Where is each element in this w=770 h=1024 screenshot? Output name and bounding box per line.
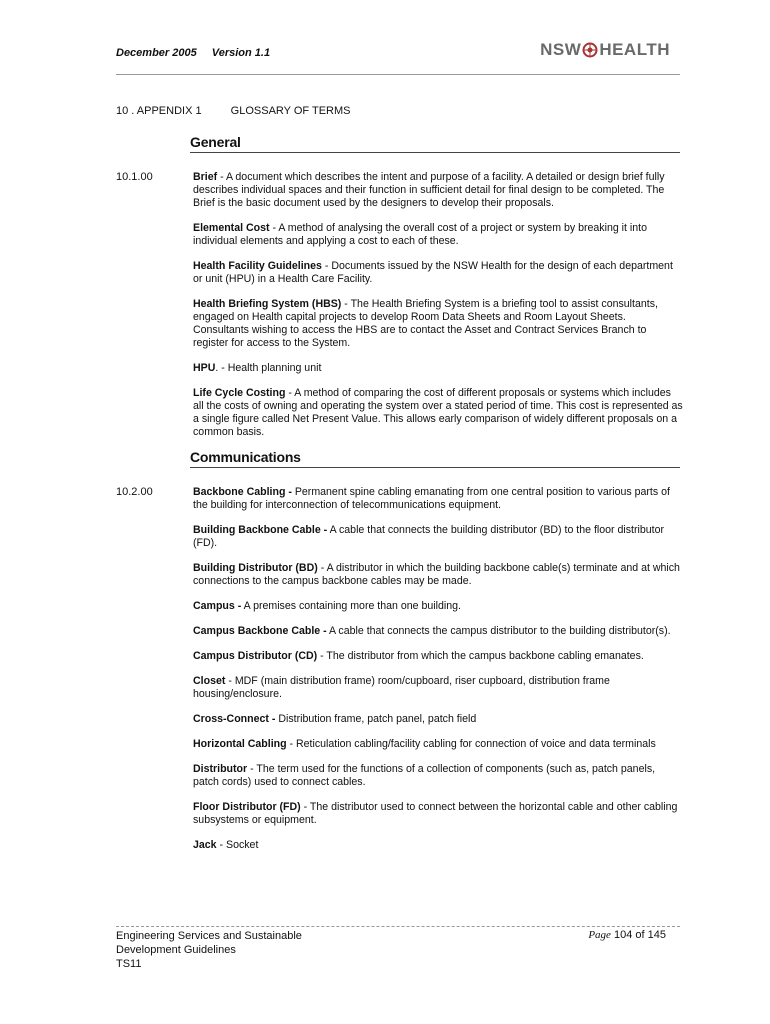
- nsw-health-logo: [540, 40, 670, 60]
- glossary-entry: [193, 562, 683, 588]
- section-heading-communications: Communications: [190, 449, 680, 468]
- glossary-separator: -: [216, 839, 226, 851]
- glossary-definition: The term used for the functions of a collection of components (such as, patch panels, patch cords) used to connect cables.: [193, 763, 656, 788]
- logo-text-right: HEALTH: [599, 40, 670, 59]
- glossary-separator: -: [317, 650, 327, 662]
- glossary-term: Building Distributor (BD): [193, 562, 318, 574]
- nsw-waratah-icon: [582, 42, 598, 58]
- glossary-entry: [193, 600, 683, 613]
- glossary-entry: [193, 625, 683, 638]
- section-number-communications: 10.2.00: [116, 486, 153, 498]
- glossary-term: Horizontal Cabling: [193, 738, 287, 750]
- glossary-separator: -: [285, 387, 295, 399]
- glossary-separator: -: [317, 562, 327, 574]
- glossary-definition: A method of analysing the overall cost of a project or system by breaking it into individual elements and applying a cost to each of these.: [193, 222, 647, 247]
- glossary-entry: [193, 486, 683, 512]
- glossary-entry: [193, 524, 683, 550]
- header-date: December 2005: [116, 47, 197, 59]
- glossary-definition: Socket: [226, 839, 259, 851]
- glossary-term: Building Backbone Cable -: [193, 524, 328, 536]
- glossary-entry: [193, 675, 683, 701]
- glossary-entry: [193, 387, 683, 439]
- glossary-separator: -: [300, 801, 310, 813]
- glossary-separator: -: [286, 738, 296, 750]
- glossary-term: Brief: [193, 171, 218, 183]
- glossary-definition: MDF (main distribution frame) room/cupboard, riser cupboard, distribution frame housing/enclosure.: [193, 675, 610, 700]
- glossary-term: Backbone Cabling -: [193, 486, 292, 498]
- glossary-term: Health Briefing System (HBS): [193, 298, 342, 310]
- glossary-entry: [193, 298, 683, 350]
- glossary-definition: A premises containing more than one building.: [243, 600, 461, 612]
- glossary-term: Cross-Connect -: [193, 713, 276, 725]
- glossary-definition: A distributor in which the building backbone cable(s) terminate and at which connections to the campus backbone cables may be made.: [193, 562, 680, 587]
- glossary-term: Closet: [193, 675, 226, 687]
- glossary-separator: -: [217, 171, 226, 183]
- header-version: Version 1.1: [211, 47, 271, 59]
- glossary-entry: [193, 763, 683, 789]
- glossary-separator: -: [269, 222, 279, 234]
- glossary-entry: [193, 362, 683, 375]
- glossary-separator: -: [341, 298, 351, 310]
- glossary-definition: A cable that connects the building distributor (BD) to the floor distributor (FD).: [193, 524, 665, 549]
- glossary-term: Health Facility Guidelines: [193, 260, 322, 272]
- glossary-separator: -: [225, 675, 235, 687]
- page-count: 104 of 145: [614, 929, 666, 941]
- glossary-term: Distributor: [193, 763, 248, 775]
- general-glossary-list: [193, 171, 683, 451]
- glossary-separator: -: [247, 763, 257, 775]
- appendix-title: [116, 105, 351, 117]
- glossary-separator: . -: [215, 362, 228, 374]
- footer-document-title: [116, 929, 302, 971]
- glossary-term: Jack: [193, 839, 217, 851]
- footer-line: Development Guidelines: [116, 944, 236, 956]
- glossary-definition: The distributor used to connect between the horizontal cable and other cabling subsystems or equipment.: [193, 801, 678, 826]
- glossary-entry: [193, 171, 683, 210]
- glossary-entry: [193, 801, 683, 827]
- glossary-entry: [193, 713, 683, 726]
- page-header: [116, 40, 680, 74]
- glossary-definition: Reticulation cabling/facility cabling for connection of voice and data terminals: [296, 738, 656, 750]
- communications-glossary-list: [193, 486, 683, 864]
- glossary-term: Campus Backbone Cable -: [193, 625, 327, 637]
- footer-divider: [116, 926, 680, 927]
- appendix-number: 10 . APPENDIX 1: [116, 105, 202, 117]
- glossary-entry: [193, 839, 683, 852]
- section-heading-general: General: [190, 134, 680, 153]
- glossary-entry: [193, 260, 683, 286]
- glossary-entry: [193, 738, 683, 751]
- glossary-definition: The distributor from which the campus backbone cabling emanates.: [326, 650, 644, 662]
- glossary-entry: [193, 222, 683, 248]
- glossary-term: Campus -: [193, 600, 242, 612]
- glossary-term: HPU: [193, 362, 216, 374]
- logo-text-left: NSW: [540, 40, 582, 59]
- section-number-general: 10.1.00: [116, 171, 153, 183]
- glossary-definition: A cable that connects the campus distributor to the building distributor(s).: [329, 625, 671, 637]
- glossary-definition: A document which describes the intent and purpose of a facility. A detailed or design brief fully describes individual spaces and their function in sufficient detail for final design to be completed. The Brief is the basic document used by the designers to develop their proposals.: [193, 171, 665, 209]
- glossary-term: Life Cycle Costing: [193, 387, 286, 399]
- glossary-term: Elemental Cost: [193, 222, 270, 234]
- glossary-term: Floor Distributor (FD): [193, 801, 301, 813]
- glossary-definition: The Health Briefing System is a briefing tool to assist consultants, engaged on Health capital projects to develop Room Data Sheets and Room Layout Sheets. Consultants wishing to access the HBS are to contact the Asset and Contract Services Branch to register for access to the System.: [193, 298, 658, 349]
- glossary-definition: Documents issued by the NSW Health for the design of each department or unit (HPU) in a Health Care Facility.: [193, 260, 673, 285]
- appendix-name: GLOSSARY OF TERMS: [230, 105, 351, 117]
- header-divider: [116, 74, 680, 75]
- glossary-definition: Health planning unit: [227, 362, 322, 374]
- glossary-definition: Distribution frame, patch panel, patch field: [278, 713, 477, 725]
- glossary-term: Campus Distributor (CD): [193, 650, 318, 662]
- page-number: [588, 929, 666, 941]
- glossary-definition: A method of comparing the cost of different proposals or systems which includes all the costs of owning and operating the system over a stated period of time. This cost is represented as a single figure called Net Present Value. This allows early comparison of widely different proposals on a common basis.: [193, 387, 683, 438]
- glossary-entry: [193, 650, 683, 663]
- page-label: Page: [588, 929, 611, 941]
- glossary-separator: -: [321, 260, 332, 272]
- footer-line: Engineering Services and Sustainable: [116, 930, 302, 942]
- glossary-definition: Permanent spine cabling emanating from one central position to various parts of the building for interconnection of telecommunications equipment.: [193, 486, 670, 511]
- footer-line: TS11: [116, 958, 142, 970]
- header-meta: [116, 47, 270, 59]
